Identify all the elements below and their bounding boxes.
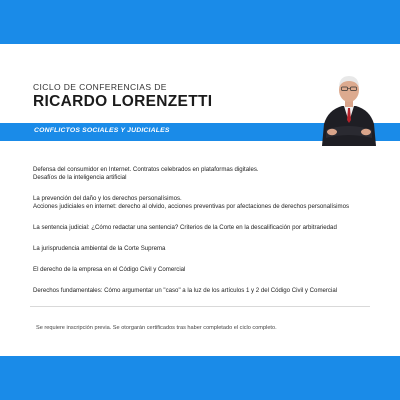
topic-line: La prevención del daño y los derechos personalísimos. [33, 195, 182, 202]
topic-line: El derecho de la empresa en el Código Civil y Comercial [33, 266, 186, 273]
topic-item [33, 224, 378, 232]
topic-item [33, 166, 378, 182]
topic-list [33, 166, 378, 308]
bottom-color-band [0, 356, 400, 400]
topic-line: La jurisprudencia ambiental de la Corte Suprema [33, 245, 166, 252]
top-color-band [0, 0, 400, 44]
topic-line: Desafíos de la inteligencia artificial [33, 174, 127, 181]
divider [30, 306, 370, 307]
speaker-portrait [320, 66, 378, 146]
topic-item [33, 195, 378, 211]
subtitle-label: CONFLICTOS SOCIALES Y JUDICIALES [34, 127, 170, 134]
topic-item [33, 266, 378, 274]
topic-item [33, 245, 378, 253]
footnote: Se requiere inscripción previa. Se otorgarán certificados tras haber completado el ciclo completo. [36, 325, 277, 331]
speaker-name: RICARDO LORENZETTI [33, 93, 213, 110]
cycle-label: CICLO DE CONFERENCIAS DE [33, 82, 167, 92]
topic-line: La sentencia judicial: ¿Cómo redactar una sentencia? Criterios de la Corte en la descalificación por arbitrariedad [33, 224, 337, 231]
topic-line: Derechos fundamentales: Cómo argumentar un "caso" a la luz de los artículos 1 y 2 del Código Civil y Comercial [33, 287, 338, 294]
topic-line: Defensa del consumidor en Internet. Contratos celebrados en plataformas digitales. [33, 166, 259, 173]
topic-line: Acciones judiciales en internet: derecho al olvido, acciones preventivas por afectaciones de derechos personalísimos [33, 203, 350, 210]
topic-item [33, 287, 378, 295]
